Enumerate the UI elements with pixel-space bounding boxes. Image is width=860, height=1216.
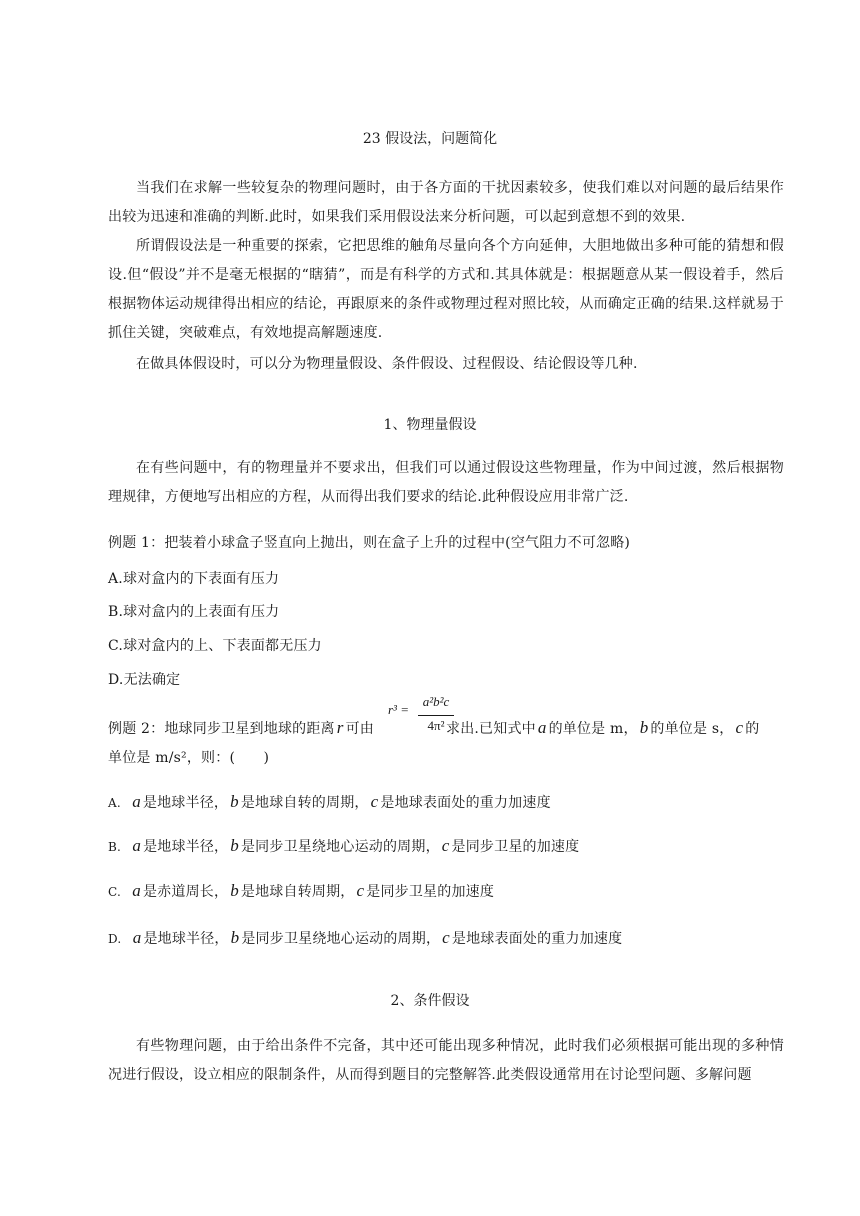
formula-fraction <box>416 694 466 738</box>
example-2-stem-mid2: 求出.已知式中 <box>446 721 536 737</box>
intro-paragraph-1: 当我们在求解一些较复杂的物理问题时，由于各方面的干扰因素较多，使我们难以对问题的最后结果作出较为迅速和准确的判断.此时，如果我们采用假设法来分析问题，可以起到意想不到的效果. <box>108 180 784 225</box>
section-1-paragraph: 在有些问题中，有的物理量并不要求出，但我们可以通过假设这些物理量，作为中间过渡，然后根据物理规律，方便地写出相应的方程，从而得出我们要求的结论.此种假设应用非常广泛. <box>108 460 784 505</box>
example-2-stem-mid1: 可由 <box>345 721 374 737</box>
example-2-stem-line-2: 单位是 m/s²，则：( ) <box>108 750 270 766</box>
intro-paragraph-3: 在做具体假设时，可以分为物理量假设、条件假设、过程假设、结论假设等几种. <box>136 356 638 372</box>
example-2-stem-pre: 例题 2：地球同步卫星到地球的距离 <box>108 721 335 737</box>
option-text-3: 是地球表面处的重力加速度 <box>380 795 551 811</box>
example-2-option-a <box>108 792 551 812</box>
variable-c: c <box>370 792 379 811</box>
variable-b: b <box>230 881 239 900</box>
section-2-heading: 2、条件假设 <box>390 993 470 1009</box>
variable-r: r <box>336 718 344 737</box>
formula-denominator: 4π² <box>427 718 445 733</box>
variable-c: c <box>735 718 744 737</box>
example-1-option-a: A.球对盒内的下表面有压力 <box>108 571 280 587</box>
example-1-option-c: C.球对盒内的上、下表面都无压力 <box>108 638 322 654</box>
variable-c: c <box>442 928 450 947</box>
formula-numerator: a²b²c <box>422 694 450 709</box>
variable-a: a <box>132 836 142 855</box>
variable-a: a <box>132 792 141 811</box>
example-2-stem-mid3: 的单位是 m， <box>548 721 638 737</box>
example-2-option-b <box>108 836 579 856</box>
option-text-2: 是同步卫星绕地心运动的周期， <box>241 931 441 947</box>
option-text-1: 是赤道周长， <box>142 884 229 900</box>
option-text-2: 是同步卫星绕地心运动的周期， <box>240 839 440 855</box>
option-text-3: 是同步卫星的加速度 <box>366 884 495 900</box>
variable-b: b <box>230 836 239 855</box>
variable-c: c <box>441 836 450 855</box>
option-text-2: 是地球自转的周期， <box>240 795 369 811</box>
example-2-stem-mid4: 的单位是 s， <box>650 721 734 737</box>
option-label: B. <box>108 840 122 854</box>
option-text-3: 是地球表面处的重力加速度 <box>451 931 623 947</box>
example-1-option-b: B.球对盒内的上表面有压力 <box>108 604 280 620</box>
variable-c: c <box>356 881 365 900</box>
example-2-option-c <box>108 881 494 901</box>
variable-a: a <box>132 881 141 900</box>
page-title: 23 假设法，问题简化 <box>362 131 498 147</box>
option-text-3: 是同步卫星的加速度 <box>451 839 580 855</box>
option-label: A. <box>108 796 121 810</box>
example-1-option-d: D.无法确定 <box>108 672 181 688</box>
example-1-stem-text: 例题 1：把装着小球盒子竖直向上抛出，则在盒子上升的过程中(空气阻力不可忽略) <box>108 535 631 551</box>
variable-a: a <box>132 928 142 947</box>
variable-b: b <box>230 928 240 947</box>
example-2-option-d <box>108 928 622 948</box>
option-label: D. <box>108 932 122 946</box>
formula-lhs: r³ = <box>388 702 409 717</box>
option-text-1: 是地球半径， <box>143 839 229 855</box>
example-2-stem-mid5: 的 <box>745 721 760 737</box>
variable-b: b <box>230 792 239 811</box>
section-2-paragraph: 有些物理问题，由于给出条件不完备，其中还可能出现多种情况，此时我们必须根据可能出现的多种情况进行假设，设立相应的限制条件，从而得到题目的完整解答.此类假设通常用在讨论型问题、多解问题 <box>108 1038 784 1083</box>
section-1-heading: 1、物理量假设 <box>383 417 477 433</box>
intro-paragraph-2: 所谓假设法是一种重要的探索，它把思维的触角尽量向各个方向延伸，大胆地做出多种可能的猜想和假设.但“假设”并不是毫无根据的“瞎猜”，而是有科学的方式和.其具体就是：根据题意从某一假设着手，然后根据物体运动规律得出相应的结论，再跟原来的条件或物理过程对照比较，从而确定正确的结果.这样就易于抓住关键，突破难点，有效地提高解题速度. <box>108 238 784 341</box>
option-label: C. <box>108 885 121 899</box>
example-1-stem <box>108 532 784 552</box>
fraction-bar <box>418 715 454 716</box>
variable-a: a <box>537 718 547 737</box>
option-text-1: 是地球半径， <box>142 795 229 811</box>
variable-b: b <box>639 718 649 737</box>
option-text-1: 是地球半径， <box>143 931 229 947</box>
option-text-2: 是地球自转周期， <box>240 884 355 900</box>
